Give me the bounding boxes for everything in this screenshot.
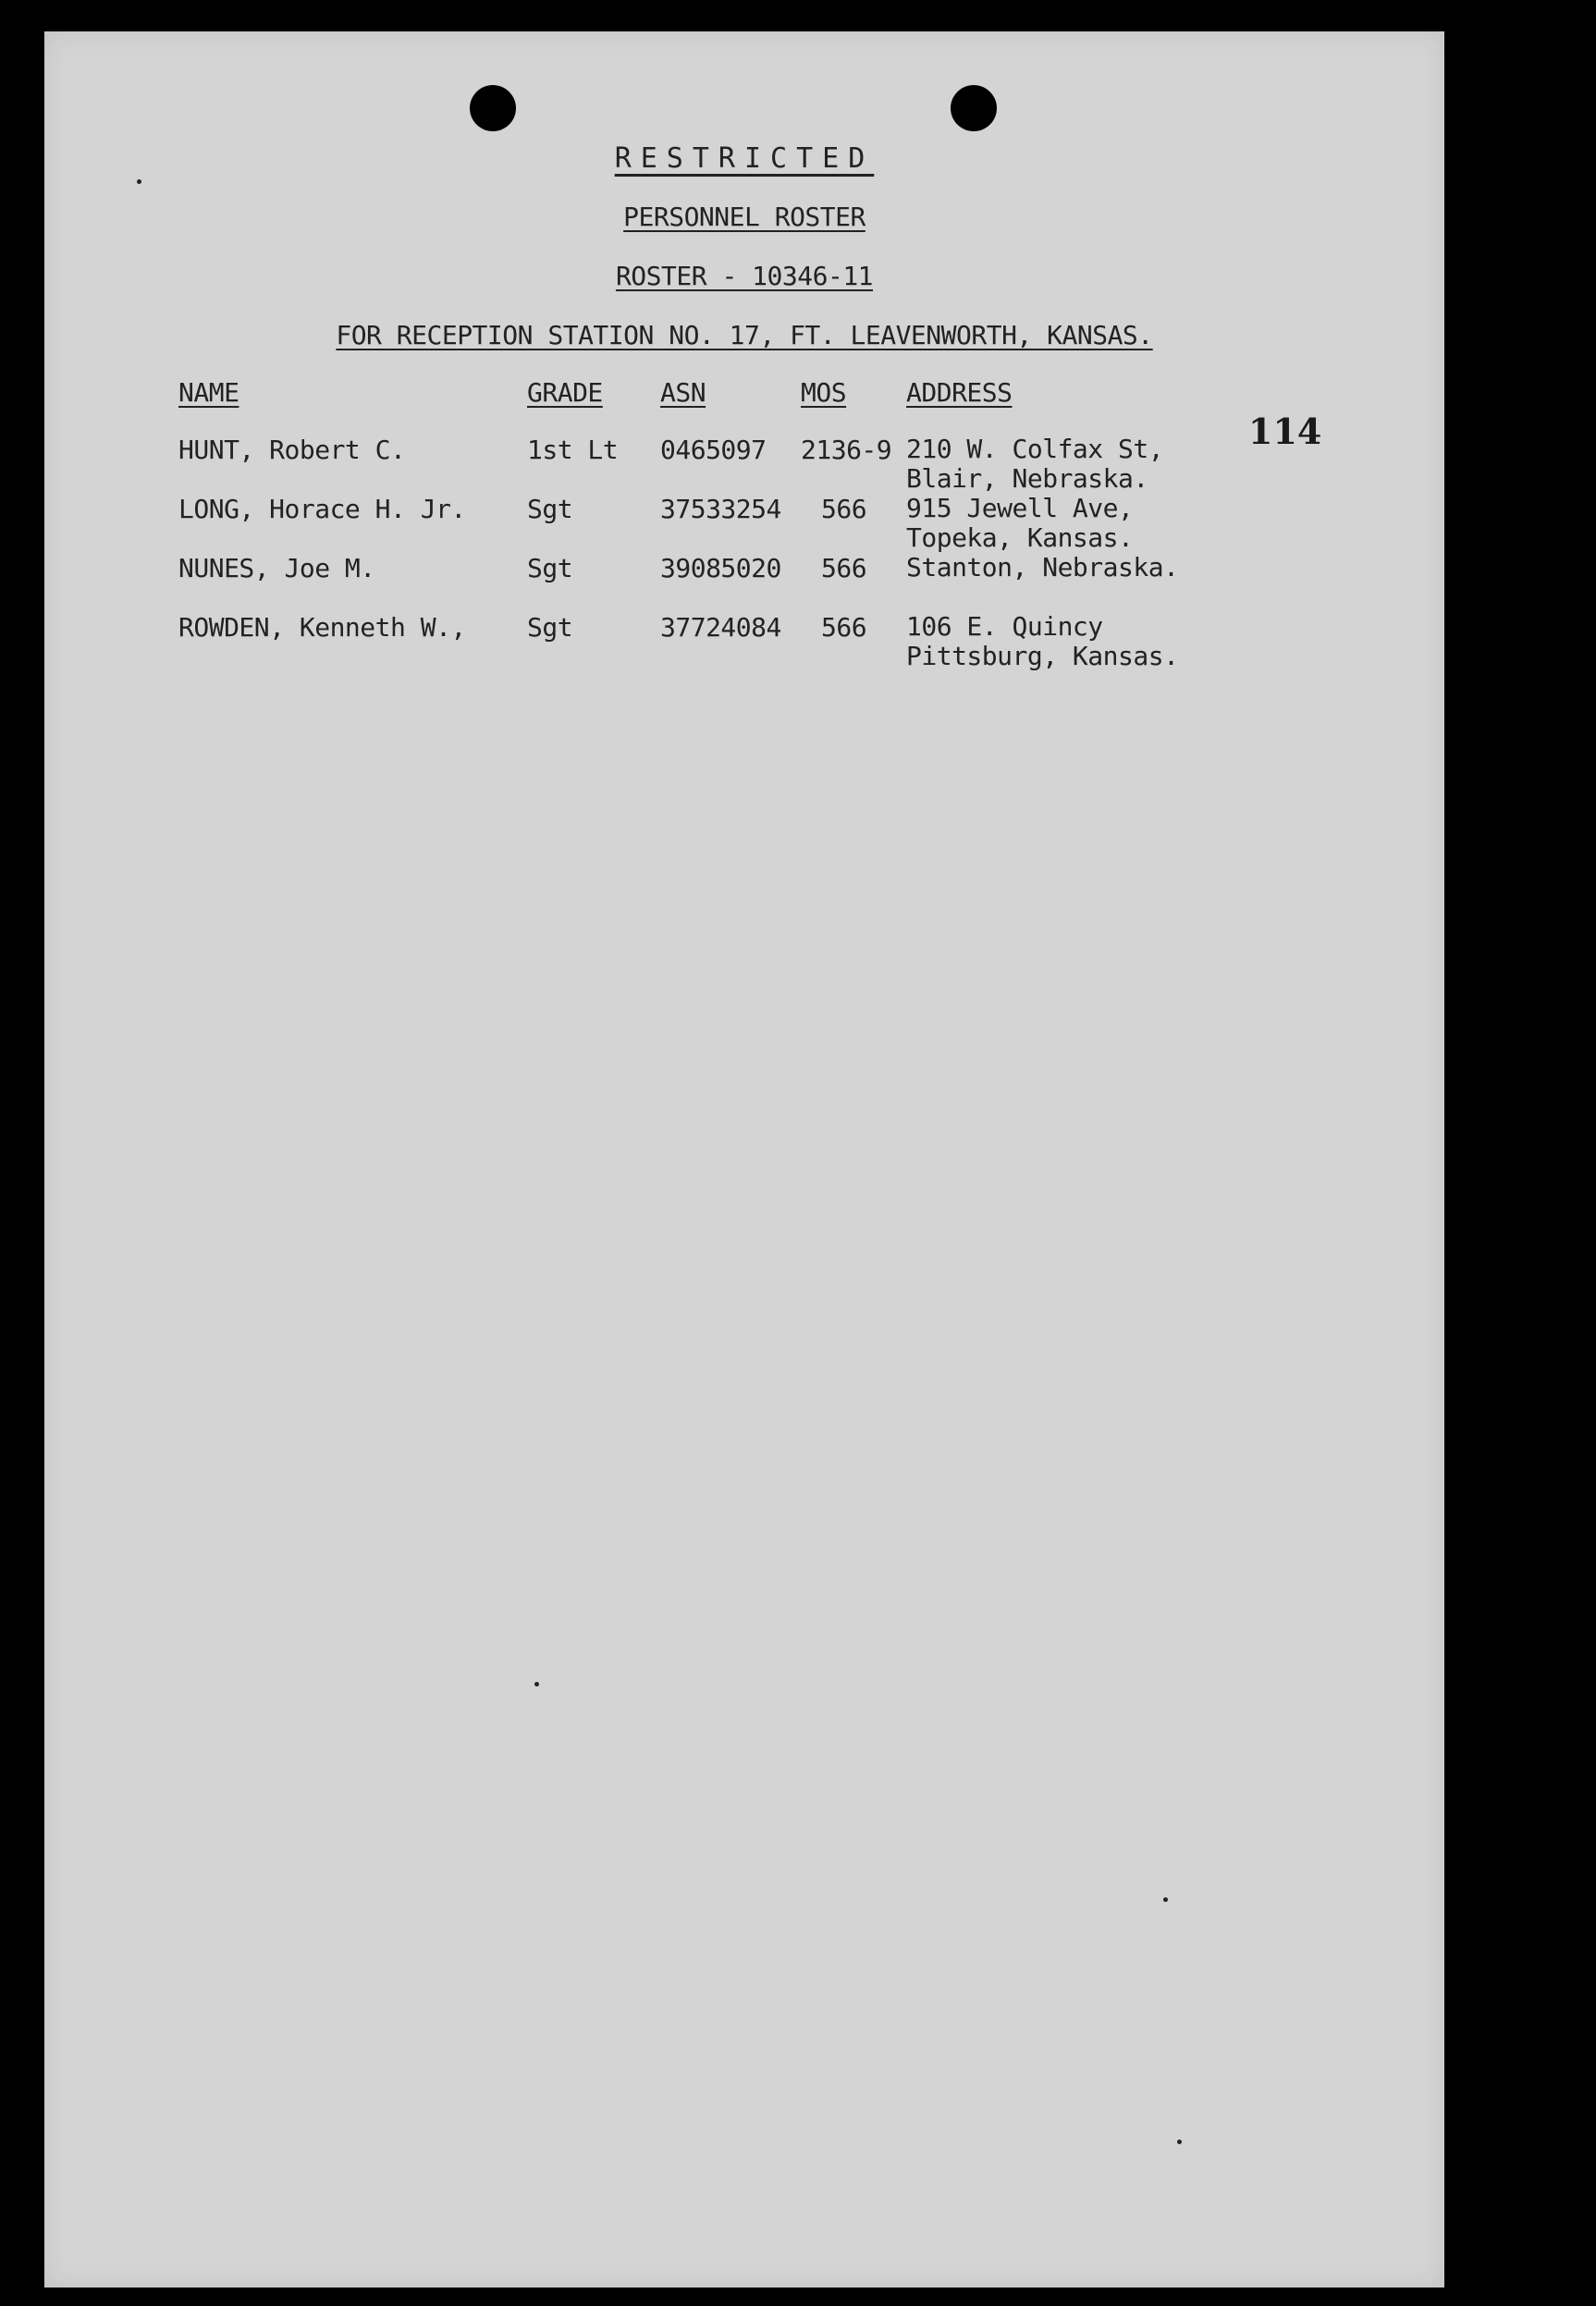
cell-mos: 2136-9	[801, 435, 892, 465]
punch-hole	[951, 85, 997, 131]
cell-name: NUNES, Joe M.	[178, 553, 375, 583]
column-header-asn: ASN	[660, 377, 706, 408]
cell-address	[906, 553, 1178, 583]
cell-asn: 37724084	[660, 612, 781, 643]
roster-number: ROSTER - 10346-11	[615, 261, 874, 291]
document-title: PERSONNEL ROSTER	[623, 202, 866, 232]
address-line-1: 210 W. Colfax St,	[906, 434, 1164, 464]
cell-grade: Sgt	[527, 494, 573, 524]
cell-asn: 0465097	[660, 435, 767, 465]
speck	[534, 1682, 539, 1687]
cell-mos: 566	[821, 612, 867, 643]
page-number: 114	[1248, 411, 1322, 452]
address-line-2: Blair, Nebraska.	[906, 463, 1148, 494]
speck	[1177, 2140, 1182, 2144]
station-line: FOR RECEPTION STATION NO. 17, FT. LEAVENWORTH, KANSAS.	[336, 320, 1153, 350]
cell-name: HUNT, Robert C.	[178, 435, 406, 465]
cell-address	[906, 494, 1133, 553]
punch-hole	[470, 85, 516, 131]
address-line-2: Pittsburg, Kansas.	[906, 641, 1179, 671]
document-page	[44, 31, 1444, 2288]
cell-address	[906, 612, 1178, 671]
address-line-2: Topeka, Kansas.	[906, 522, 1134, 553]
cell-mos: 566	[821, 553, 867, 583]
cell-grade: 1st Lt	[527, 435, 619, 465]
cell-asn: 39085020	[660, 553, 781, 583]
cell-address	[906, 435, 1163, 494]
column-header-name: NAME	[178, 377, 239, 408]
address-line-1: Stanton, Nebraska.	[906, 552, 1179, 583]
cell-grade: Sgt	[527, 553, 573, 583]
column-header-grade: GRADE	[527, 377, 603, 408]
address-line-1: 106 E. Quincy	[906, 611, 1103, 642]
address-line-1: 915 Jewell Ave,	[906, 493, 1134, 523]
column-header-address: ADDRESS	[906, 377, 1013, 408]
cell-name: LONG, Horace H. Jr.	[178, 494, 466, 524]
speck	[137, 179, 141, 184]
speck	[1163, 1897, 1168, 1902]
column-header-mos: MOS	[801, 377, 847, 408]
cell-name: ROWDEN, Kenneth W.,	[178, 612, 466, 643]
classification-heading: RESTRICTED	[614, 142, 875, 175]
cell-grade: Sgt	[527, 612, 573, 643]
cell-mos: 566	[821, 494, 867, 524]
cell-asn: 37533254	[660, 494, 781, 524]
